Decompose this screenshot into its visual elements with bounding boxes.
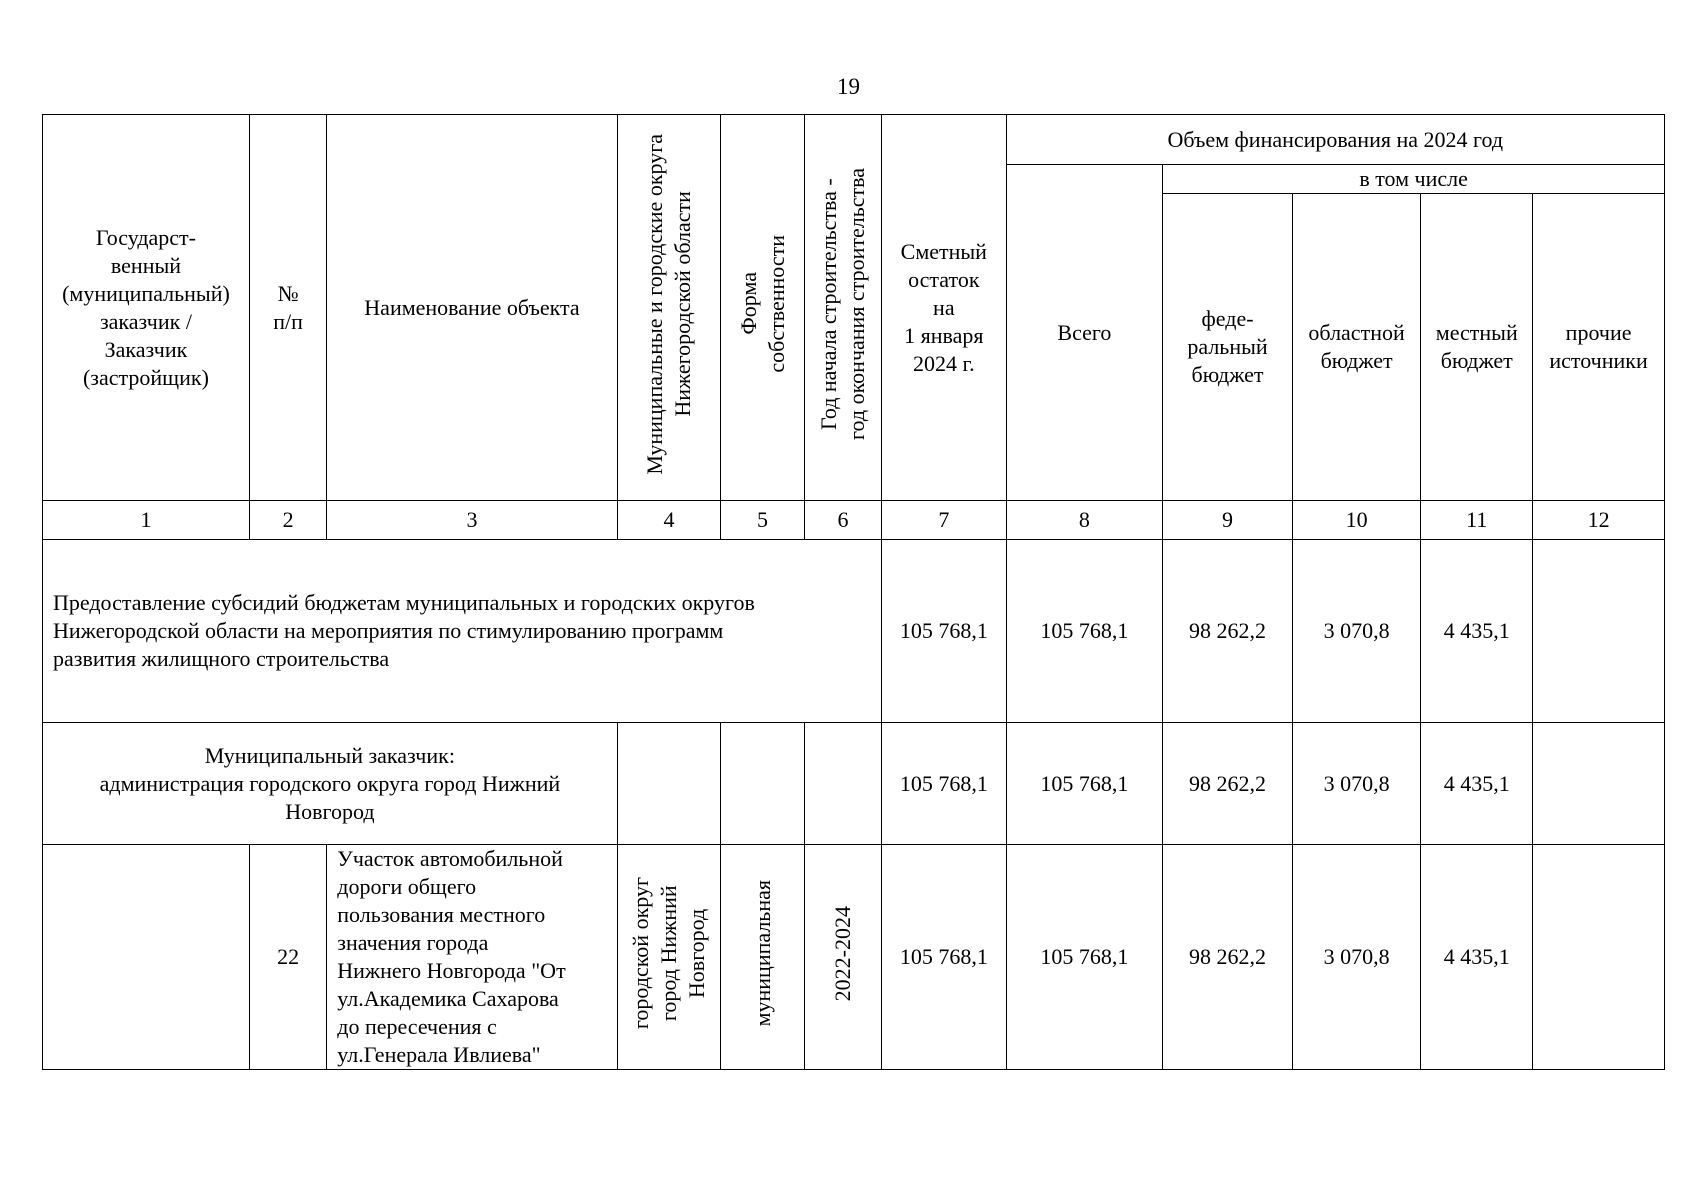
header-financing: Объем финансирования на 2024 год [1006, 115, 1665, 165]
program-federal: 98 262,2 [1163, 540, 1293, 723]
header-other: прочие источники [1533, 194, 1665, 501]
column-number: 3 [327, 501, 618, 540]
column-number: 4 [617, 501, 720, 540]
program-regional: 3 070,8 [1292, 540, 1421, 723]
header-remaining: Сметный остаток на 1 января 2024 г. [882, 115, 1006, 501]
column-number-row [43, 501, 1665, 540]
header-municipality: Муниципальные и городские округа Нижегородской области [617, 115, 720, 501]
object-federal: 98 262,2 [1163, 845, 1293, 1070]
customer-regional: 3 070,8 [1292, 723, 1421, 845]
header-federal: феде- ральный бюджет [1163, 194, 1293, 501]
header-total: Всего [1006, 165, 1163, 501]
header-local: местный бюджет [1421, 194, 1533, 501]
financing-table [42, 114, 1665, 1070]
object-number: 22 [249, 845, 326, 1070]
customer-remaining: 105 768,1 [882, 723, 1006, 845]
page-number: 19 [837, 74, 860, 99]
object-regional: 3 070,8 [1292, 845, 1421, 1070]
program-other [1533, 540, 1665, 723]
header-object-name: Наименование объекта [327, 115, 618, 501]
customer-years [804, 723, 881, 845]
header-number: № п/п [249, 115, 326, 501]
object-years: 2022-2024 [804, 845, 881, 1070]
column-number: 1 [43, 501, 250, 540]
object-other [1533, 845, 1665, 1070]
header-years: Год начала строительства - год окончания строительства [804, 115, 881, 501]
header-ownership: Форма собственности [721, 115, 805, 501]
object-remaining: 105 768,1 [882, 845, 1006, 1070]
column-number: 6 [804, 501, 881, 540]
object-name: Участок автомобильной дороги общего пользования местного значения города Нижнего Новгорода "От ул.Академика Сахарова до пересечения с ул.Генерала Ивлиева" [327, 845, 618, 1070]
header-regional: областной бюджет [1292, 194, 1421, 501]
object-customer [43, 845, 250, 1070]
object-ownership: муниципальная [721, 845, 805, 1070]
customer-ownership [721, 723, 805, 845]
object-municipality: городской округ город Нижний Новгород [617, 845, 720, 1070]
customer-total: 105 768,1 [1006, 723, 1163, 845]
column-number: 11 [1421, 501, 1533, 540]
column-number: 2 [249, 501, 326, 540]
customer-title: Муниципальный заказчик: администрация городского округа город Нижний Новгород [43, 723, 618, 845]
column-number: 9 [1163, 501, 1293, 540]
column-number: 5 [721, 501, 805, 540]
program-title: Предоставление субсидий бюджетам муниципальных и городских округов Нижегородской области на мероприятия по стимулированию программ развития жилищного строительства [43, 540, 882, 723]
program-row [43, 540, 1665, 723]
customer-municipality [617, 723, 720, 845]
column-number: 7 [882, 501, 1006, 540]
object-local: 4 435,1 [1421, 845, 1533, 1070]
program-local: 4 435,1 [1421, 540, 1533, 723]
header-customer: Государст- венный (муниципальный) заказчик / Заказчик (застройщик) [43, 115, 250, 501]
header-including: в том числе [1163, 165, 1665, 194]
column-number: 12 [1533, 501, 1665, 540]
program-remaining: 105 768,1 [882, 540, 1006, 723]
customer-federal: 98 262,2 [1163, 723, 1293, 845]
object-row [43, 845, 1665, 1070]
customer-row [43, 723, 1665, 845]
program-total: 105 768,1 [1006, 540, 1163, 723]
customer-local: 4 435,1 [1421, 723, 1533, 845]
column-number: 10 [1292, 501, 1421, 540]
object-total: 105 768,1 [1006, 845, 1163, 1070]
column-number: 8 [1006, 501, 1163, 540]
customer-other [1533, 723, 1665, 845]
